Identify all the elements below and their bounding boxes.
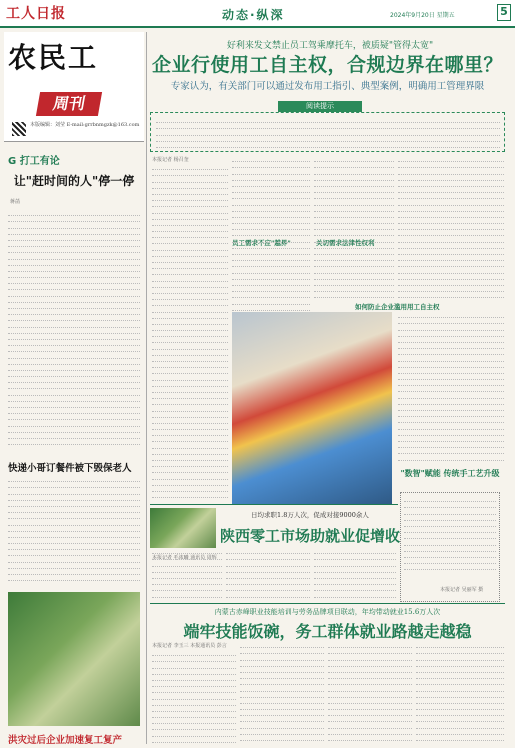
story2-headline: 陕西零工市场助就业促增收 bbox=[220, 527, 401, 545]
story3-body-col3 bbox=[328, 642, 412, 744]
story2-kicker: 日均求职1.8万人次，促成对接9000余人 bbox=[251, 511, 369, 519]
main-body-col5 bbox=[398, 312, 504, 462]
story3-body-col2 bbox=[240, 642, 324, 744]
brief-title-2: 洪灾过后企业加速复工复产 bbox=[8, 735, 123, 746]
story2-body-col2 bbox=[226, 548, 310, 600]
column-body-text bbox=[8, 210, 140, 446]
main-kicker: 好利来发文禁止员工驾乘摩托车，被质疑"管得太宽" bbox=[226, 41, 434, 51]
story2-byline: 本报记者 毛浓曦 通讯员 周辉 bbox=[152, 555, 217, 561]
page-header bbox=[0, 0, 515, 28]
story2-body-col1 bbox=[152, 548, 222, 600]
story3-kicker: 内蒙古赤峰职业技能培训与劳务品牌项目联动，年均带动就业15.6万人次 bbox=[214, 608, 441, 616]
subhead-2: 关切需求法律性权利 bbox=[316, 239, 375, 247]
story2-photo bbox=[150, 508, 216, 548]
story2-body-col3 bbox=[314, 548, 396, 600]
main-body-col3 bbox=[314, 156, 394, 300]
reading-guide-text bbox=[156, 117, 500, 149]
factory-workers-photo bbox=[232, 312, 392, 504]
editor-info: 本版编辑：刘莹 E-mail:grrbnmgzk@163.com bbox=[30, 122, 140, 128]
section-title: 动态·纵深 bbox=[222, 8, 285, 22]
main-body-col1 bbox=[152, 164, 228, 500]
newspaper-logo: 工人日报 bbox=[6, 6, 66, 22]
page-number: 5 bbox=[497, 4, 511, 21]
brief-title-1: 快递小哥订餐件被下毁保老人 bbox=[8, 463, 132, 474]
brief-body-1 bbox=[8, 476, 140, 584]
reading-guide-label: 阅读提示 bbox=[278, 101, 362, 112]
caption-text bbox=[404, 496, 496, 576]
story2-rule bbox=[150, 504, 398, 505]
main-byline: 本报记者 杨召奎 bbox=[152, 157, 189, 163]
column-head: G 打工有论 bbox=[8, 156, 60, 167]
story3-headline: 端牢技能饭碗，务工群体就业路越走越稳 bbox=[183, 622, 472, 641]
column-article-title: 让"赶时间的人"停一停 bbox=[13, 174, 135, 188]
flood-recovery-photo bbox=[8, 592, 140, 726]
qr-code-icon bbox=[12, 122, 26, 136]
subhead-3: 如何防止企业滥用用工自主权 bbox=[355, 303, 440, 311]
story3-byline: 本报记者 李玉三 本报通讯员 彭言 bbox=[152, 643, 227, 649]
column-byline: 蒋菡 bbox=[10, 199, 21, 205]
column-divider bbox=[146, 32, 147, 744]
masthead-tag: 周刊 bbox=[36, 92, 102, 116]
main-subtitle: 专家认为，有关部门可以通过发布用工指引、典型案例，明确用工管理界限 bbox=[170, 81, 485, 92]
story3-body-col1 bbox=[152, 650, 236, 744]
issue-date: 2024年9月20日 星期五 bbox=[390, 12, 455, 19]
main-body-col4 bbox=[398, 156, 504, 300]
subhead-1: 员工需求不应"越界" bbox=[232, 239, 291, 247]
story3-body-col4 bbox=[416, 642, 504, 744]
figure-caption: "数智"赋能 传统手工艺升级 bbox=[400, 469, 500, 478]
masthead bbox=[4, 32, 144, 142]
left-sidebar bbox=[4, 32, 144, 744]
figure-credit: 本报记者 吴丽军 摄 bbox=[440, 587, 484, 593]
main-headline: 企业行使用工自主权，合规边界在哪里？ bbox=[151, 54, 503, 76]
story3-rule bbox=[150, 603, 505, 604]
masthead-title: 农民工 bbox=[8, 41, 99, 74]
